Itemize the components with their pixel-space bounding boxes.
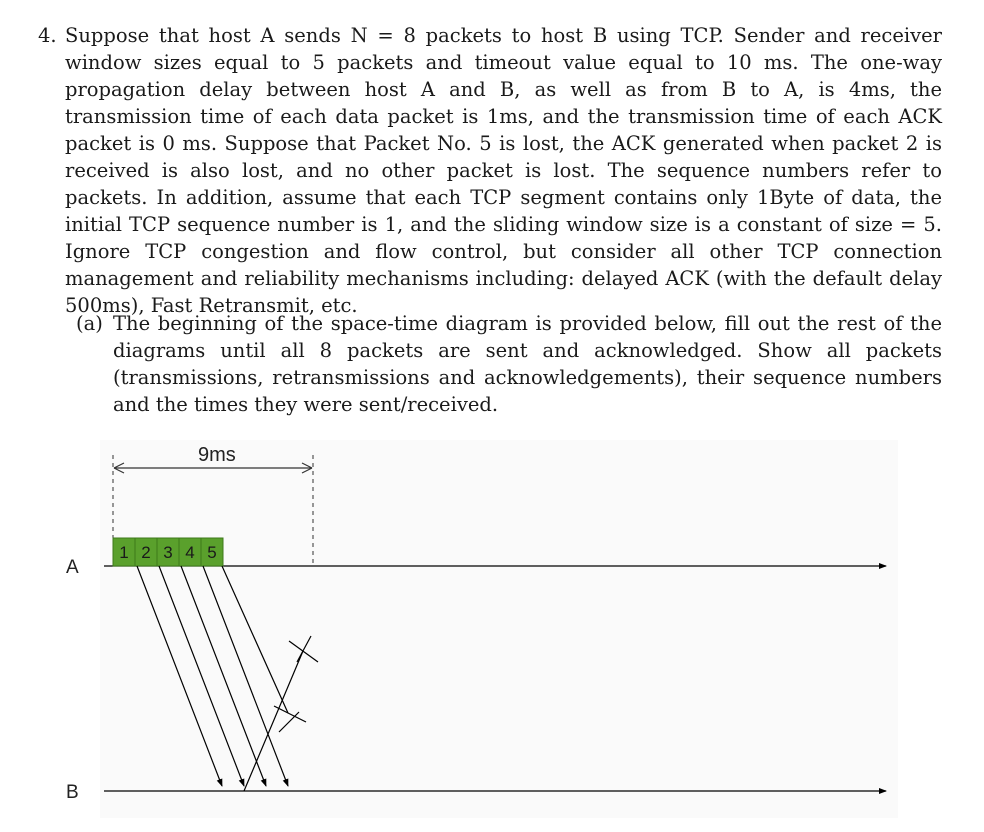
packet-label-2: 2	[141, 543, 151, 562]
ack-2-line-lost	[244, 651, 303, 791]
packet-1-line	[137, 566, 222, 786]
packet-transmissions	[137, 566, 288, 786]
host-a-label: A	[66, 557, 79, 578]
host-b-label: B	[66, 782, 79, 803]
packet-label-4: 4	[185, 543, 195, 562]
part-a-text: The beginning of the space-time diagram is provided below, fill out the rest of the diagrams until all 8 packets are sent and acknowledged. Show all packets (transmissions, retransmissions and acknowledgements), their sequence numbers and the times they were sent/received.	[113, 312, 942, 416]
packet-4-line	[203, 566, 288, 786]
packet-label-3: 3	[163, 543, 173, 562]
part-a-label: (a)	[76, 312, 103, 335]
packet-boxes	[113, 538, 223, 566]
packet-2-line	[159, 566, 244, 786]
packet-label-5: 5	[207, 543, 217, 562]
packet-label-1: 1	[119, 543, 129, 562]
problem-text: Suppose that host A sends N = 8 packets to host B using TCP. Sender and receiver window sizes equal to 5 packets and timeout value equal to 10 ms. The one-way propagation delay between host A and B, as well as from B to A, is 4ms, the transmission time of each data packet is 1ms, and the transmission time of each ACK packet is 0 ms. Suppose that Packet No. 5 is lost, the ACK generated when packet 2 is received is also lost, and no other packet is lost. The sequence numbers refer to packets. In addition, assume that each TCP segment contains only 1Byte of data, the initial TCP sequence number is 1, and the sliding window size is a constant of size = 5. Ignore TCP congestion and flow control, but consider all other TCP connection management and reliability mechanisms including: delayed ACK (with the default delay 500ms), Fast Retransmit, etc.	[65, 24, 942, 317]
ack-loss-marker	[289, 636, 318, 662]
packet-3-line	[181, 566, 266, 786]
span-label: 9ms	[198, 444, 236, 466]
problem-number: 4.	[38, 24, 57, 47]
